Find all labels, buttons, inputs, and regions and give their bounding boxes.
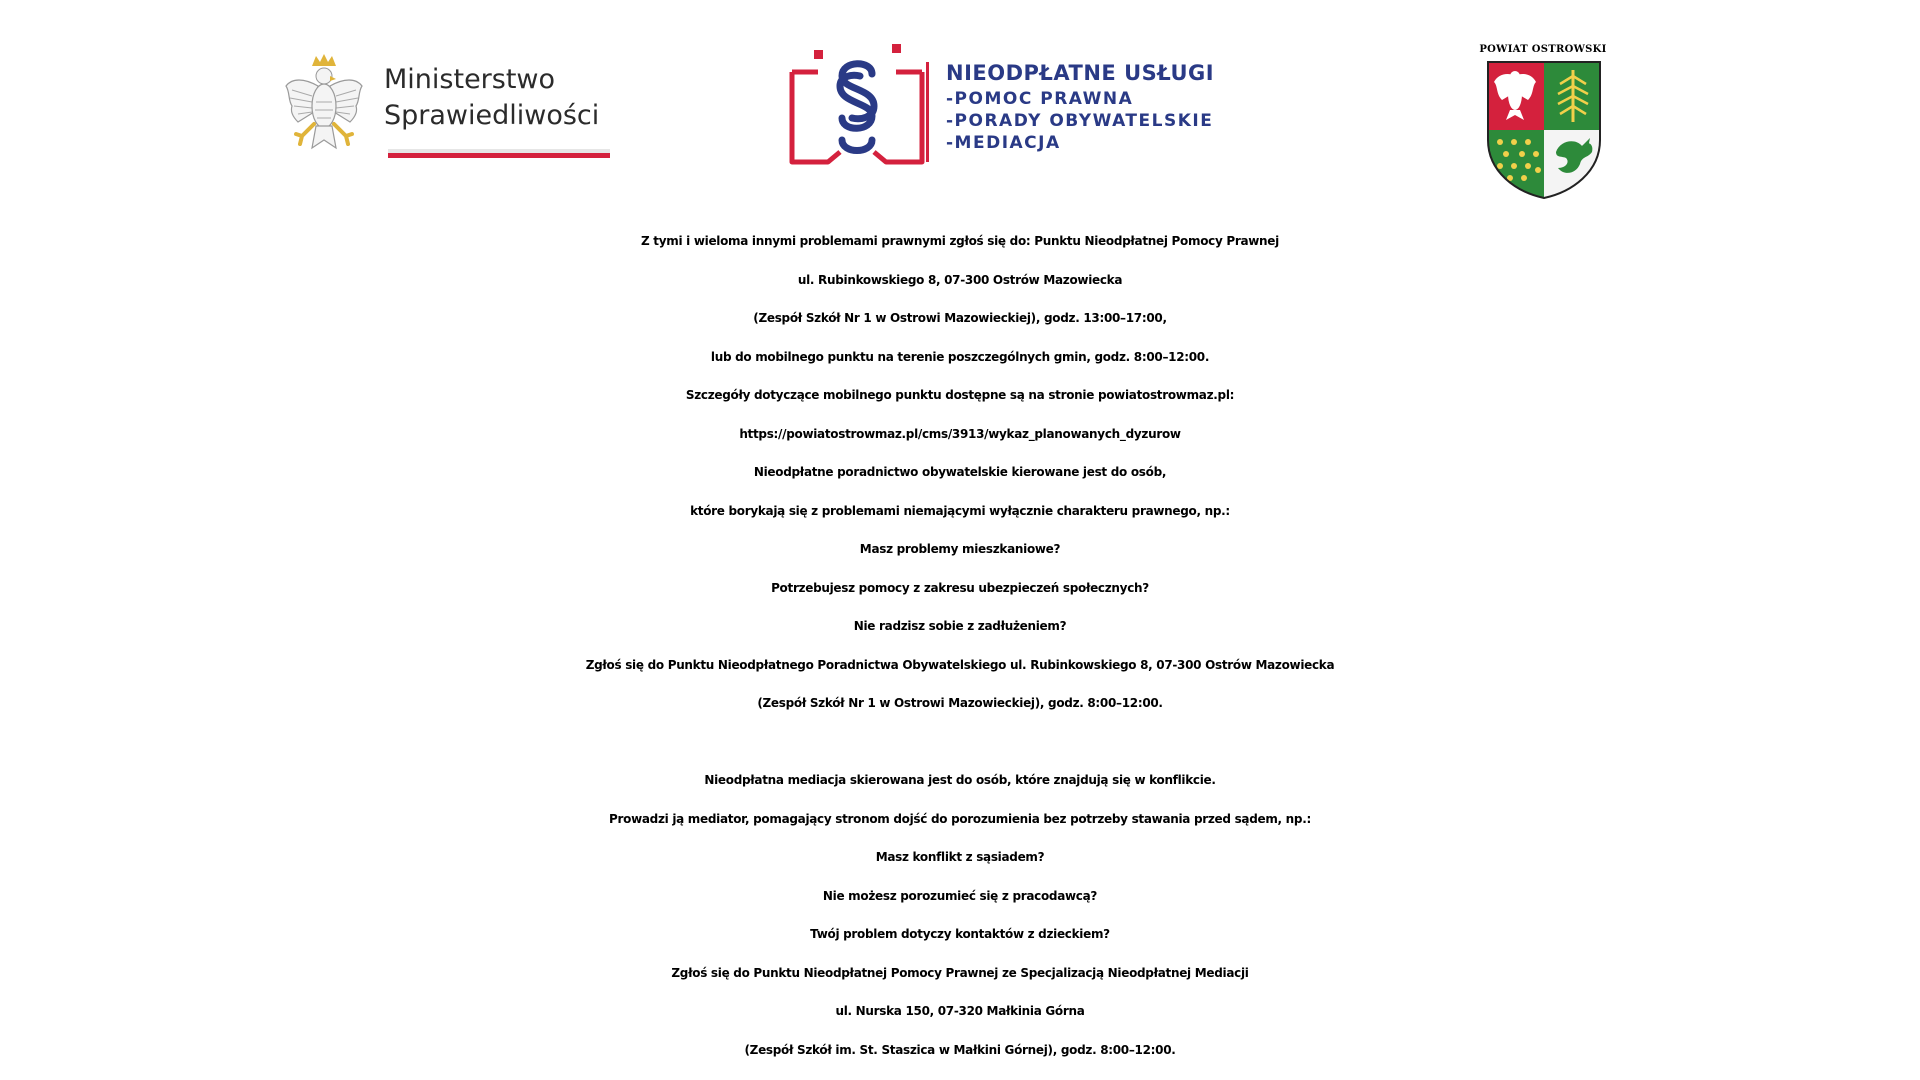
polish-flag-stripe [388, 149, 610, 159]
info-text [0, 222, 1920, 1069]
ministry-name-line1: Ministerstwo [384, 64, 556, 95]
county-logo [1478, 44, 1608, 204]
free-services-logo [788, 44, 1248, 170]
text-line: (Zespół Szkół Nr 1 w Ostrowi Mazowieckiej), godz. 8:00–12:00. [757, 696, 1163, 710]
free-services-item-mediation: -MEDIACJA [946, 133, 1061, 153]
logo-divider [926, 62, 929, 162]
text-line: Twój problem dotyczy kontaktów z dzieckiem? [810, 927, 1110, 941]
text-line: Z tymi i wieloma innymi problemami prawnymi zgłoś się do: Punktu Nieodpłatnej Pomocy Prawnej [641, 234, 1279, 248]
ministry-name-line2: Sprawiedliwości [384, 100, 600, 131]
text-line: Nie możesz porozumieć się z pracodawcą? [822, 888, 1098, 903]
text-line: Prowadzi ją mediator, pomagający stronom dojść do porozumienia bez potrzeby stawania przed sądem, np.: [609, 811, 1311, 826]
text-line: ul. Rubinkowskiego 8, 07-300 Ostrów Mazowiecka [797, 272, 1123, 287]
text-line: (Zespół Szkół Nr 1 w Ostrowi Mazowieckiej), godz. 13:00–17:00, [753, 311, 1167, 325]
free-services-item-legal-aid: -POMOC PRAWNA [946, 89, 1134, 109]
text-line: Nie radzisz sobie z zadłużeniem? [853, 619, 1067, 633]
link-text: https://powiatostrowmaz.pl/cms/3913/wykaz_planowanych_dyzurow [739, 426, 1181, 441]
text-line: które borykają się z problemami niemającymi wyłącznie charakteru prawnego, np.: [690, 503, 1230, 518]
free-services-title: NIEODPŁATNE USŁUGI [946, 61, 1215, 85]
text-line: Masz konflikt z sąsiadem? [875, 850, 1045, 864]
text-line: Nieodpłatne poradnictwo obywatelskie kierowane jest do osób, [753, 465, 1167, 479]
ministry-of-justice-logo [284, 50, 614, 162]
text-line: Potrzebujesz pomocy z zakresu ubezpieczeń społecznych? [771, 580, 1149, 595]
ministry-name [384, 62, 599, 134]
text-line: (Zespół Szkół im. St. Staszica w Małkini Górnej), godz. 8:00–12:00. [744, 1042, 1176, 1057]
paragraph-book-icon [788, 44, 926, 170]
free-services-text [946, 58, 1214, 154]
free-services-item-civic-advice: -PORADY OBYWATELSKIE [946, 111, 1214, 131]
text-line: Masz problemy mieszkaniowe? [859, 542, 1061, 556]
text-line: Zgłoś się do Punktu Nieodpłatnej Pomocy Prawnej ze Specjalizacją Nieodpłatnej Mediacji [671, 965, 1249, 980]
text-line: Zgłoś się do Punktu Nieodpłatnego Poradnictwa Obywatelskiego ul. Rubinkowskiego 8, 07-300 Ostrów Mazowiecka [585, 657, 1335, 672]
text-line: Szczegóły dotyczące mobilnego punktu dostępne są na stronie powiatostrowmaz.pl: [685, 388, 1235, 402]
county-coat-of-arms-icon [1486, 60, 1602, 200]
text-line: lub do mobilnego punktu na terenie poszczególnych gmin, godz. 8:00–12:00. [710, 349, 1210, 364]
text-line: ul. Nurska 150, 07-320 Małkinia Górna [835, 1004, 1085, 1018]
text-line: Nieodpłatna mediacja skierowana jest do osób, które znajdują się w konflikcie. [704, 773, 1216, 787]
county-title: POWIAT OSTROWSKI [1479, 44, 1607, 55]
paragraph-gap [0, 723, 1920, 762]
polish-eagle-icon [284, 52, 364, 158]
